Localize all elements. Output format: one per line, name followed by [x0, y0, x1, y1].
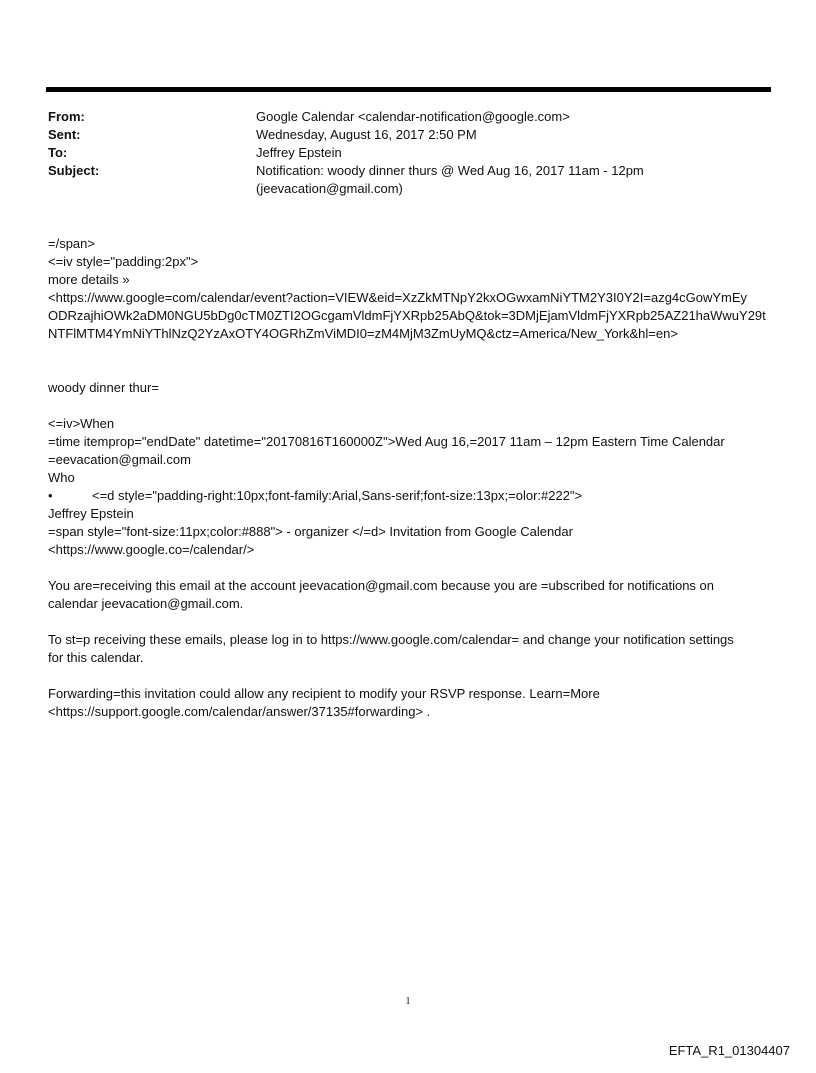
- body-line: for this calendar.: [48, 650, 144, 665]
- sent-label: Sent:: [48, 127, 81, 142]
- to-label: To:: [48, 145, 68, 160]
- body-line: =time itemprop="endDate" datetime="20170816T160000Z">Wed Aug 16,=2017 11am – 12pm Eastern Time Calendar: [48, 434, 725, 449]
- sent-row: [48, 126, 768, 144]
- body-line: more details »: [48, 272, 130, 287]
- page-number: 1: [405, 996, 411, 1007]
- body-line: To st=p receiving these emails, please log in to https://www.google.com/calendar= and change your notification settings: [48, 632, 734, 647]
- to-value: Jeffrey Epstein: [256, 145, 342, 160]
- subject-value: [256, 162, 716, 198]
- from-label: From:: [48, 109, 85, 124]
- sent-value: Wednesday, August 16, 2017 2:50 PM: [256, 127, 477, 142]
- document-id: EFTA_R1_01304407: [668, 1043, 790, 1058]
- body-line: You are=receiving this email at the account jeevacation@gmail.com because you are =ubscribed for notifications on: [48, 578, 714, 593]
- body-line: Jeffrey Epstein: [48, 506, 134, 521]
- subject-row: [48, 162, 768, 198]
- event-title: woody dinner thur=: [48, 380, 159, 395]
- body-line: <https://support.google.com/calendar/answer/37135#forwarding> .: [48, 704, 431, 719]
- body-line: =eevacation@gmail.com: [48, 452, 191, 467]
- from-value: Google Calendar <calendar-notification@google.com>: [256, 109, 570, 124]
- subject-line-2: (jeevacation@gmail.com): [256, 181, 403, 196]
- body-line: <https://www.google.co=/calendar/>: [48, 542, 255, 557]
- body-line: Forwarding=this invitation could allow any recipient to modify your RSVP response. Learn=More: [48, 686, 600, 701]
- body-line: Who: [48, 470, 75, 485]
- body-line: <=iv>When: [48, 416, 115, 431]
- body-line: =/span>: [48, 236, 95, 251]
- event-link-line: ODRzajhiOWk2aDM0NGU5bDg0cTM0ZTI2OGcgamVldmFjYXRpb25AbQ&tok=3DMjEjamVldmFjYXRpb25AZ21haWwuY29t: [48, 308, 766, 323]
- subject-label: Subject:: [48, 163, 100, 178]
- email-header: [48, 108, 768, 198]
- body-line: <=iv style="padding:2px">: [48, 254, 199, 269]
- body-line: =span style="font-size:11px;color:#888"> - organizer </=d> Invitation from Google Calendar: [48, 524, 573, 539]
- bullet-row: [48, 487, 778, 505]
- to-row: [48, 144, 768, 162]
- event-link-line: <https://www.google=com/calendar/event?action=VIEW&eid=XzZkMTNpY2kxOGwxamNiYTM2Y3I0Y2I=azg4cGowYmEy: [48, 290, 748, 305]
- body-line: <=d style="padding-right:10px;font-family:Arial,Sans-serif;font-size:13px;=olor:#222">: [92, 488, 583, 503]
- event-link-line: NTFlMTM4YmNiYThlNzQ2YzAxOTY4OGRhZmViMDI0=zM4MjM3ZmUyMQ&ctz=America/New_York&hl=en>: [48, 326, 678, 341]
- body-line: calendar jeevacation@gmail.com.: [48, 596, 244, 611]
- header-divider: [46, 87, 771, 92]
- from-row: [48, 108, 768, 126]
- email-body: [48, 235, 778, 721]
- bullet: •: [48, 488, 53, 503]
- subject-line-1: Notification: woody dinner thurs @ Wed Aug 16, 2017 11am - 12pm: [256, 163, 644, 178]
